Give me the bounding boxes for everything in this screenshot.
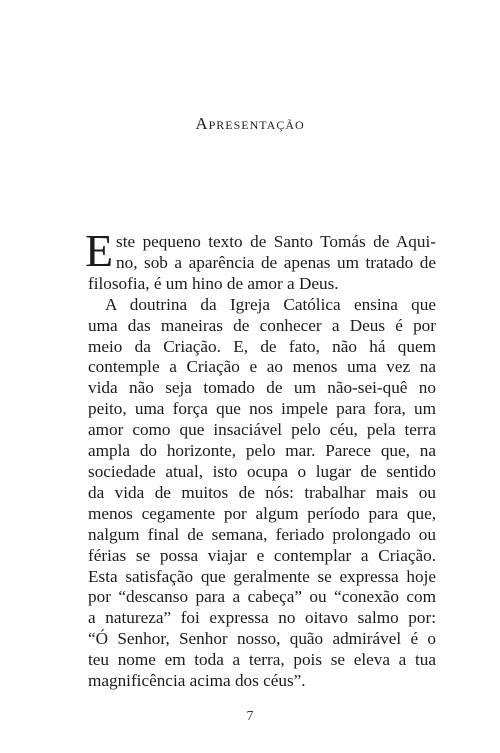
paragraph-1: [85, 225, 436, 295]
paragraph-1-line-2: no, sob a aparência de apenas um tratado de: [116, 252, 436, 272]
paragraph-1-line-1-text: ste pequeno texto de Santo Tomás de Aqui-: [116, 232, 436, 251]
body-text: [85, 225, 436, 692]
paragraph-2-line: vida não seja tomado de um não-sei-quê no: [88, 378, 436, 398]
paragraph-2-line: A doutrina da Igreja Católica ensina que: [105, 294, 436, 314]
paragraph-2-line: férias se possa viajar e contemplar a Criação.: [88, 545, 436, 565]
paragraph-2-line: menos cegamente por algum período para que,: [88, 503, 436, 523]
paragraph-2-line: amor como que insaciável pelo céu, pela terra: [88, 420, 436, 440]
paragraph-2-line: ampla do horizonte, pelo mar. Parece que, na: [88, 441, 436, 461]
paragraph-2-line: contemple a Criação e ao menos uma vez na: [88, 357, 436, 377]
paragraph-2-line: sociedade atual, isto ocupa o lugar de sentido: [88, 461, 436, 481]
paragraph-2-line: nalgum final de semana, feriado prolongado ou: [88, 524, 436, 544]
paragraph-2-line: “Ó Senhor, Senhor nosso, quão admirável é o: [88, 629, 436, 649]
paragraph-2-line: peito, uma força que nos impele para fora, um: [88, 399, 436, 419]
paragraph-2-line: magnificência acima dos céus”.: [88, 671, 306, 691]
page-number: 7: [246, 709, 254, 724]
paragraph-2-line: Esta satisfação que geralmente se expressa hoje: [88, 566, 436, 586]
paragraph-2-line: teu nome em toda a terra, pois se eleva a tua: [88, 650, 436, 670]
paragraph-2-line: por “descanso para a cabeça” ou “conexão com: [88, 587, 436, 607]
paragraph-2-line: da vida de muitos de nós: trabalhar mais ou: [88, 482, 436, 502]
drop-cap: E: [85, 225, 114, 276]
paragraph-2: [88, 295, 436, 692]
paragraph-2-line: a natureza” foi expressa no oitavo salmo por:: [88, 608, 436, 628]
paragraph-2-line: meio da Criação. E, de fato, não há quem: [88, 336, 436, 356]
paragraph-2-line: uma das maneiras de conhecer a Deus é por: [88, 315, 436, 335]
chapter-title: Apresentação: [195, 114, 305, 133]
paragraph-1-line-3: filosofia, é um hino de amor a Deus.: [88, 273, 339, 293]
